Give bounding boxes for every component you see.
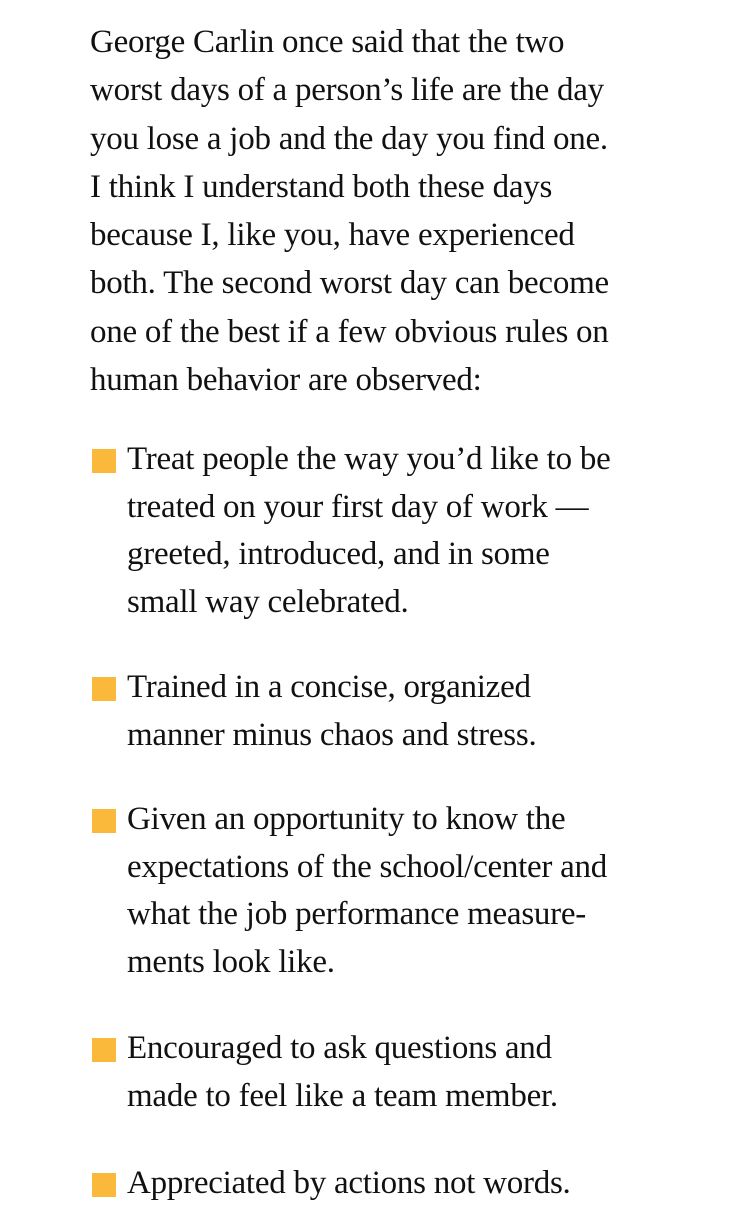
list-item-line: manner minus chaos and stress. [127,716,537,753]
list-item-line: what the job performance measure- [127,896,587,932]
list-item-line: greeted, introduced, and in some [127,536,550,572]
list-item-text [127,664,537,759]
square-bullet-icon [92,677,116,701]
list-item-text [127,1160,571,1208]
list-item-line: Trained in a concise, organized [127,669,531,705]
list-item-text [127,796,607,986]
intro-paragraph [90,18,700,404]
list-item-line: Appreciated by actions not words. [127,1165,571,1201]
intro-line: human behavior are observed: [90,362,482,399]
list-item-line: expectations of the school/center and [127,848,608,885]
square-bullet-icon [92,809,116,833]
document-page [90,18,700,404]
list-item-line: Treat people the way you’d like to be [127,441,611,477]
intro-line: worst days of a person’s life are the day [90,72,604,109]
intro-line: one of the best if a few obvious rules on [90,313,609,350]
list-item-line: ments look like. [127,943,335,980]
intro-line: I think I understand both these days [90,168,553,205]
list-item-line: Given an opportunity to know the [127,801,566,837]
intro-line: you lose a job and the day you find one. [90,120,608,157]
list-item-text [127,1025,558,1120]
square-bullet-icon [92,1038,116,1062]
intro-line: George Carlin once said that the two [90,24,565,60]
list-item-line: made to feel like a team member. [127,1077,558,1114]
list-item-line: treated on your first day of work — [127,488,589,525]
list-item-text [127,436,611,626]
square-bullet-icon [92,1173,116,1197]
intro-line: because I, like you, have experienced [90,217,575,254]
square-bullet-icon [92,449,116,473]
list-item-line: small way celebrated. [127,583,409,620]
list-item-line: Encouraged to ask questions and [127,1030,552,1066]
intro-line: both. The second worst day can become [90,265,609,302]
